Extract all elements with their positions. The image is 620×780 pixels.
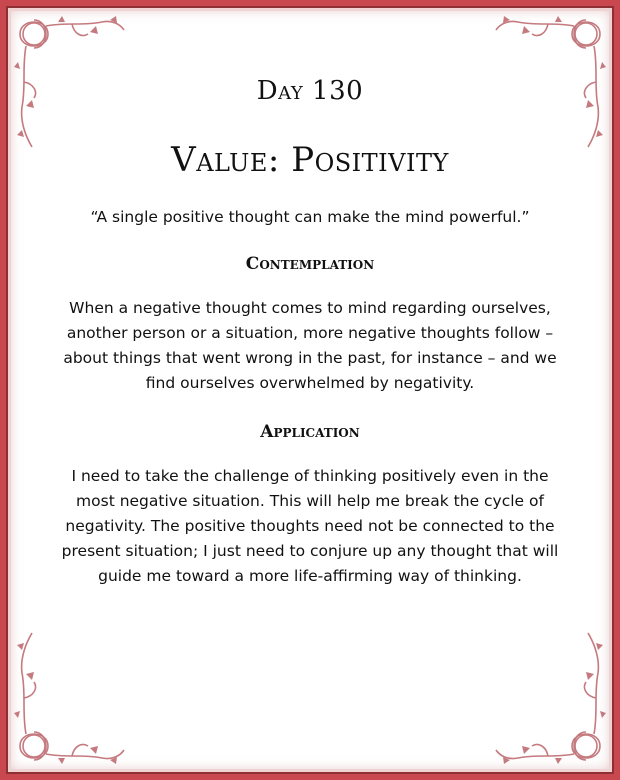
contemplation-text: When a negative thought comes to mind regarding ourselves, another person or a situation, more negative thoughts follow – about things that went wrong in the past, for instance – and we find ourselves overwhelmed by negativity. (63, 299, 557, 392)
application-text: I need to take the challenge of thinking positively even in the most negative situation. This will help me break the cycle of negativity. The positive thoughts need not be connected to the present situation; I just need to conjure up any thought that will guide me toward a more life-affirming way of thinking. (61, 467, 559, 585)
contemplation-heading: Contemplation (245, 254, 375, 274)
corner-ornament-icon (488, 598, 608, 768)
application-heading: Application (260, 422, 360, 442)
corner-ornament-icon (12, 598, 132, 768)
day-label: Day 130 (256, 76, 364, 106)
page-content (48, 8, 572, 589)
page-frame (6, 6, 614, 774)
quote: “A single positive thought can make the mind powerful.” (90, 208, 530, 226)
value-title: Value: Positivity (171, 140, 449, 180)
